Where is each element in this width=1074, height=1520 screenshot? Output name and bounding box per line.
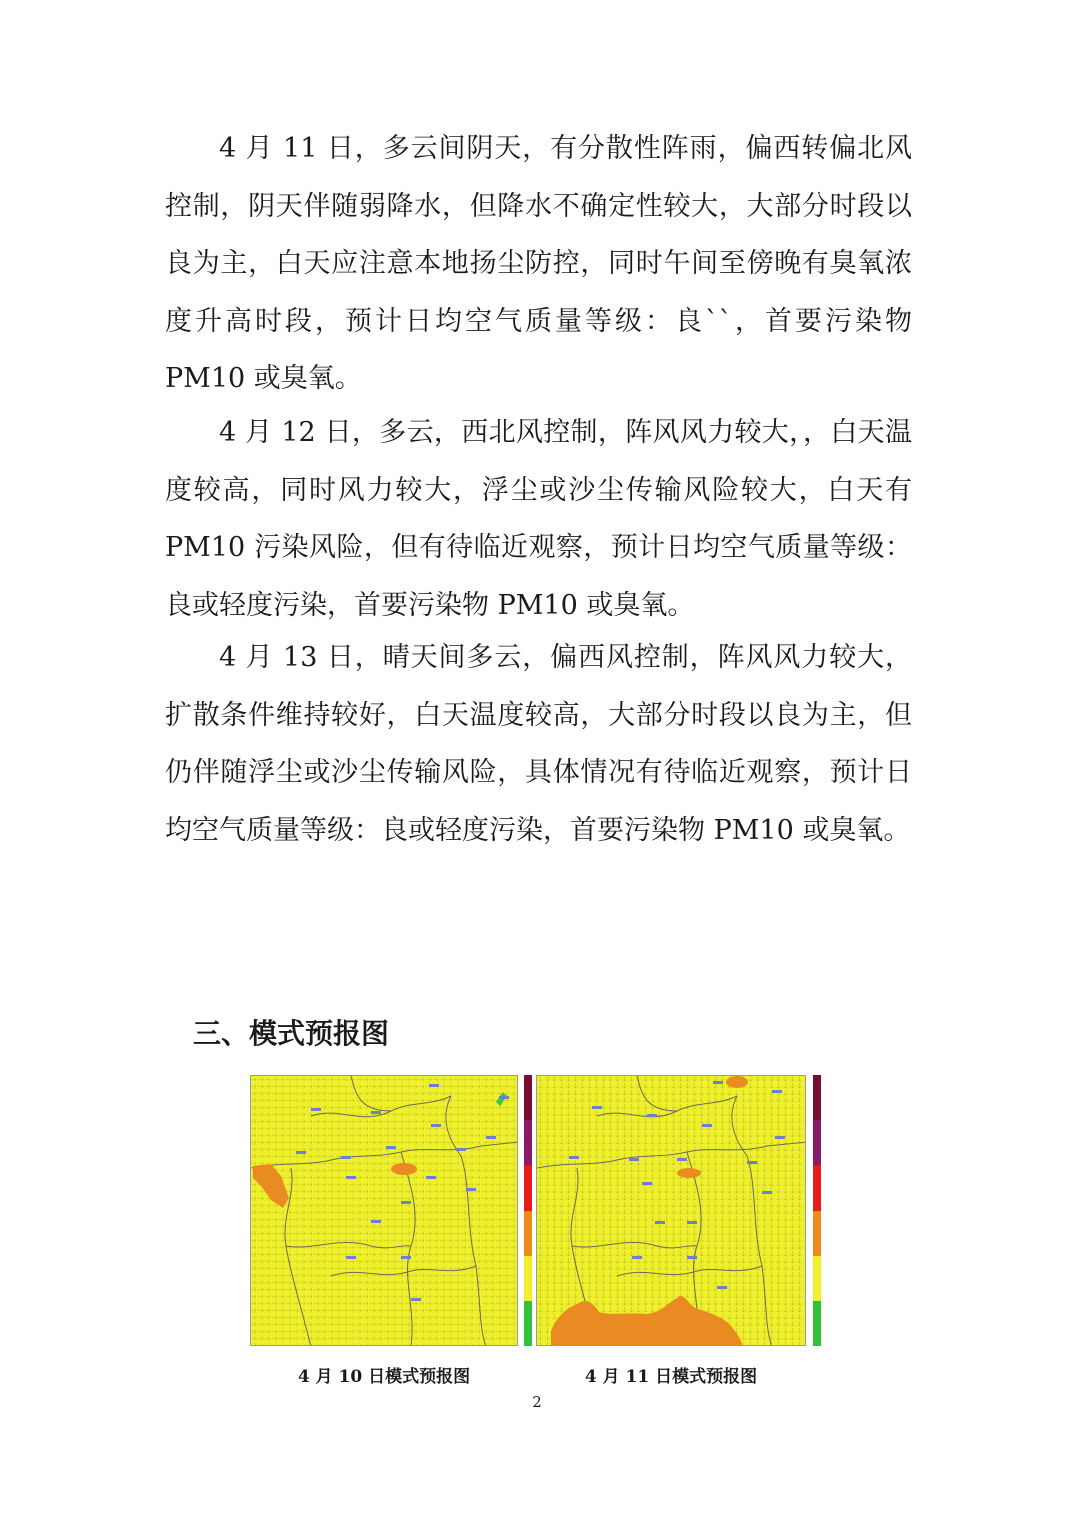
figure-caption-apr-10: 4 月 10 日模式预报图 <box>297 1367 471 1387</box>
colorbar-swatch <box>524 1301 532 1346</box>
colorbar-swatch <box>813 1211 821 1256</box>
light-pollution-area-north <box>726 1076 748 1088</box>
forecast-map-apr-11-graphic <box>537 1076 806 1346</box>
colorbar-swatch <box>813 1301 821 1346</box>
colorbar-swatch <box>524 1075 532 1120</box>
colorbar-swatch <box>813 1256 821 1301</box>
light-pollution-area-center <box>677 1168 701 1178</box>
forecast-map-apr-11 <box>536 1075 806 1346</box>
section-heading: 三、模式预报图 <box>193 1017 390 1050</box>
colorbar-swatch <box>524 1120 532 1165</box>
wind-field <box>251 1076 518 1346</box>
forecast-map-apr-10-graphic <box>251 1076 518 1346</box>
colorbar-apr-10 <box>524 1075 532 1346</box>
colorbar-swatch <box>813 1165 821 1210</box>
light-pollution-area-center <box>391 1163 417 1175</box>
colorbar-swatch <box>524 1256 532 1301</box>
colorbar-swatch <box>524 1211 532 1256</box>
figure-caption-apr-11: 4 月 11 日模式预报图 <box>584 1367 758 1387</box>
paragraph-apr-13: 4 月 13 日，晴天间多云，偏西风控制，阵风风力较大，扩散条件维持较好，白天温度较高，大部分时段以良为主，但仍伴随浮尘或沙尘传输风险，具体情况有待临近观察，预计日均空气质量等级：良或轻度污染，首要污染物 PM10 或臭氧。 <box>165 642 912 846</box>
page-number: 2 <box>532 1393 542 1411</box>
colorbar-swatch <box>813 1120 821 1165</box>
colorbar-swatch <box>813 1075 821 1120</box>
paragraph-apr-11: 4 月 11 日，多云间阴天，有分散性阵雨，偏西转偏北风控制，阴天伴随弱降水，但降水不确定性较大，大部分时段以良为主，白天应注意本地扬尘防控，同时午间至傍晚有臭氧浓度升高时段，预计日均空气质量等级：良``，首要污染物 PM10 或臭氧。 <box>165 133 912 395</box>
colorbar-apr-11 <box>813 1075 821 1346</box>
colorbar-swatch <box>524 1165 532 1210</box>
forecast-map-apr-10 <box>250 1075 518 1346</box>
paragraph-apr-12: 4 月 12 日，多云，西北风控制，阵风风力较大，，白天温度较高，同时风力较大，浮尘或沙尘传输风险较大，白天有 PM10 污染风险，但有待临近观察，预计日均空气质量等级：良或轻度污染，首要污染物 PM10 或臭氧。 <box>165 417 912 621</box>
